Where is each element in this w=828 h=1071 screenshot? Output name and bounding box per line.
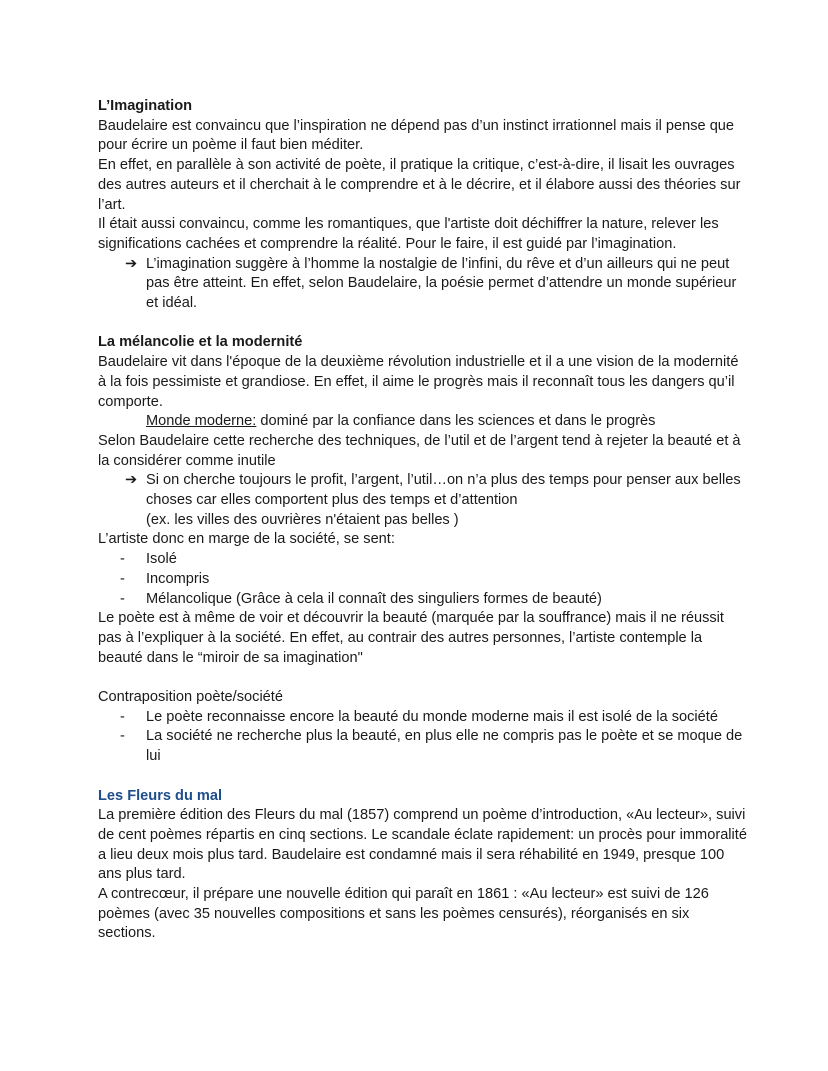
dash-marker: - <box>120 708 125 725</box>
paragraph: Contraposition poète/société <box>98 689 283 706</box>
paragraph: Il était aussi convaincu, comme les romantiques, que l'artiste doit déchiffrer la nature, relever les significations cachées et comprendre la réalité. Pour le faire, il est guidé par l’imagination. <box>98 216 719 252</box>
document-body <box>98 97 748 944</box>
example-line: (ex. les villes des ouvrières n'étaient pas belles ) <box>146 511 459 528</box>
section-title: La mélancolie et la modernité <box>98 334 303 351</box>
section-melancolie <box>98 333 748 766</box>
list-item <box>98 708 748 728</box>
paragraph: En effet, en parallèle à son activité de poète, il pratique la critique, c’est-à-dire, il lisait les ouvrages des autres auteurs et il cherchait à le comprendre et à le décrire, et il élabore aussi des théories sur l’art. <box>98 157 741 213</box>
paragraph: Baudelaire est convaincu que l’inspiration ne dépend pas d’un instinct irrationnel mais il pense que pour écrire un poème il faut bien méditer. <box>98 117 735 154</box>
list-item-text: L’imagination suggère à l’homme la nostalgie de l’infini, du rêve et d’un ailleurs qui ne peut pas être atteint. En effet, selon Baudelaire, la poésie permet d’attendre un monde supérieur et idéal. <box>146 255 737 312</box>
paragraph: L’artiste donc en marge de la société, se sent: <box>98 531 395 548</box>
list-item-text: Incompris <box>146 570 210 587</box>
paragraph: La première édition des Fleurs du mal (1857) comprend un poème d’introduction, «Au lecteur», suivi de cent poèmes répartis en cinq sections. Le scandale éclate rapidement: un procès pour immoralité a lieu deux mois plus tard. Baudelaire est condamné mais il sera réhabilité en 1949, presque 100 ans plus tard. <box>98 807 747 883</box>
monde-moderne-text: dominé par la confiance dans les sciences et dans le progrès <box>256 413 656 430</box>
arrow-list-item <box>98 471 748 510</box>
dash-marker: - <box>120 590 125 607</box>
dash-marker: - <box>120 551 125 568</box>
arrow-icon: ➔ <box>125 472 138 489</box>
list-item <box>98 550 748 570</box>
list-item <box>98 590 748 610</box>
section-title: L’Imagination <box>98 98 193 114</box>
monde-moderne-label: Monde moderne: <box>146 413 257 430</box>
list-item <box>98 570 748 590</box>
dash-marker: - <box>120 570 125 587</box>
list-item-text: Mélancolique (Grâce à cela il connaît des singuliers formes de beauté) <box>146 590 602 607</box>
list-item-text: La société ne recherche plus la beauté, en plus elle ne compris pas le poète et se moque de lui <box>146 728 743 765</box>
list-item-text: Le poète reconnaisse encore la beauté du monde moderne mais il est isolé de la société <box>146 708 718 725</box>
dash-marker: - <box>120 728 125 745</box>
paragraph: A contrecœur, il prépare une nouvelle édition qui paraît en 1861 : «Au lecteur» est suivi de 126 poèmes (avec 35 nouvelles compositions et sans les poèmes censurés), réorganisés en six sections. <box>98 886 709 942</box>
monde-moderne-line <box>98 412 748 432</box>
section-imagination <box>98 97 748 314</box>
paragraph: Le poète est à même de voir et découvrir la beauté (marquée par la souffrance) mais il ne réussit pas à l’expliquer à la société. En effet, au contrair des autres personnes, l’artiste contemple la beauté dans le “miroir de sa imagination" <box>98 610 724 666</box>
list-item <box>98 727 748 766</box>
arrow-icon: ➔ <box>125 255 138 272</box>
section-fleurs-du-mal <box>98 787 748 945</box>
spacer <box>98 668 748 688</box>
arrow-list-item <box>98 255 748 314</box>
list-item-text: Isolé <box>146 551 177 568</box>
paragraph: Selon Baudelaire cette recherche des techniques, de l’util et de l’argent tend à rejeter la beauté et à la considérer comme inutile <box>98 432 741 469</box>
section-title: Les Fleurs du mal <box>98 787 223 804</box>
paragraph: Baudelaire vit dans l'époque de la deuxième révolution industrielle et il a une vision de la modernité à la fois pessimiste et grandiose. En effet, il aime le progrès mais il reconnaît tous les dangers qu’il comporte. <box>98 354 739 410</box>
list-item-text: Si on cherche toujours le profit, l’argent, l’util…on n’a plus des temps pour penser aux belles choses car elles comportent plus des temps et d’attention <box>146 472 741 509</box>
